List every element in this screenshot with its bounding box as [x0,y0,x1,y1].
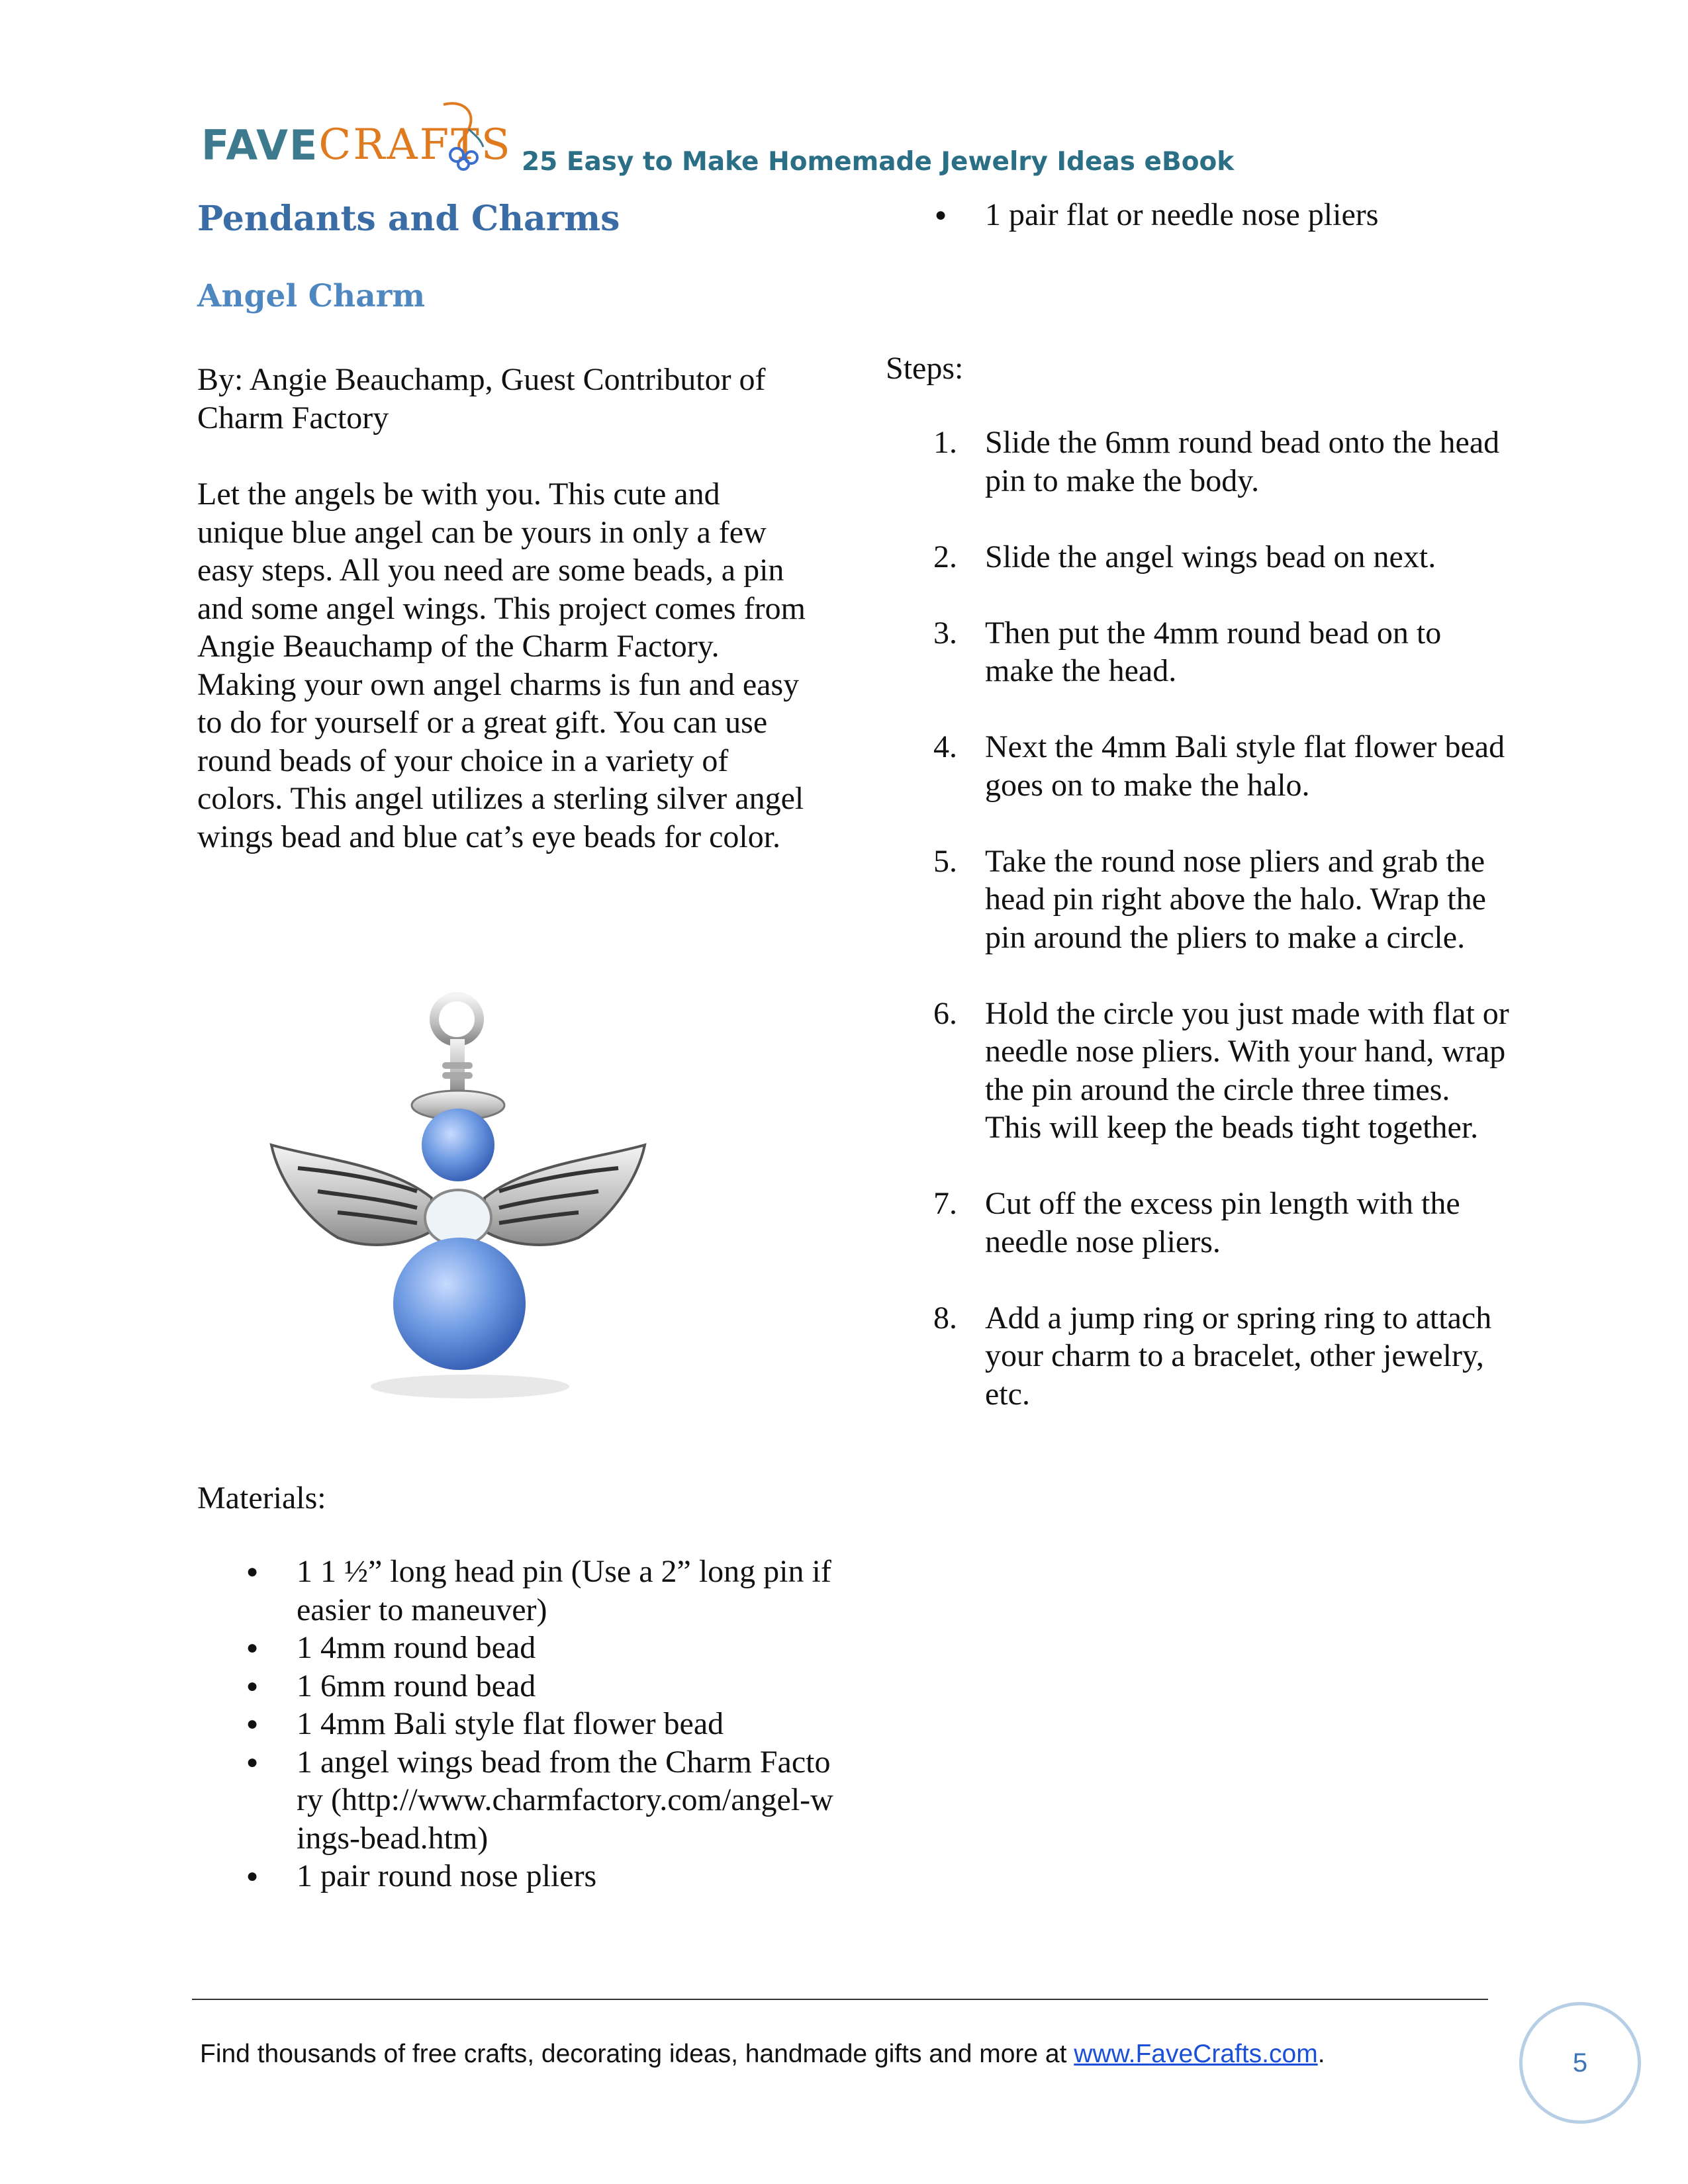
byline: By: Angie Beauchamp, Guest Contributor of Charm Factory [197,362,766,435]
footer-divider [192,1999,1488,2000]
materials-label: Materials: [197,1480,326,1516]
steps-label: Steps: [886,351,964,386]
materials-list [199,1553,834,1895]
bullet-icon: ● [935,204,947,226]
list-item: ● 1 pair round nose pliers [199,1857,834,1895]
favecrafts-link[interactable]: www.FaveCrafts.com [1074,2040,1318,2068]
list-item: ● 1 1 ½” long head pin (Use a 2” long pin if easier to maneuver) [246,1554,831,1627]
section-title: Pendants and Charms [197,199,620,239]
project-title: Angel Charm [197,278,426,314]
step-item: 7. Cut off the excess pin length with the needle nose pliers. [933,1186,1460,1259]
logo-text-fave: FAVE [201,121,319,169]
step-item: 6. Hold the circle you just made with flat or needle nose pliers. With your hand, wrap the pin around the circle three times. This will keep the beads tight together. [933,995,1509,1145]
logo-beads-icon [437,99,496,172]
bullet-icon: ● [246,1751,259,1773]
list-item: ● 1 pair flat or needle nose pliers [887,196,1483,234]
step-item: 4. Next the 4mm Bali style flat flower bead goes on to make the halo. [933,729,1505,803]
footer-text: Find thousands of free crafts, decorating ideas, handmade gifts and more at www.FaveCrafts.com. [200,2040,1325,2068]
logo-text-crafts: CRAFTS [318,120,512,169]
list-item: ● 1 4mm round bead [199,1629,834,1667]
bullet-icon: ● [246,1674,259,1697]
materials-list-continued [887,196,1483,234]
list-item: ● 1 angel wings bead from the Charm Factory (http://www.charmfactory.com/angel-wings-bead.htm) [246,1744,833,1856]
angel-charm-image [258,979,682,1403]
step-item: 2. Slide the angel wings bead on next. [933,539,1436,574]
page-number: 5 [1519,2002,1641,2124]
bullet-icon: ● [246,1865,259,1887]
bullet-icon: ● [246,1713,259,1735]
intro-paragraph: Let the angels be with you. This cute and unique blue angel can be yours in only a few easy steps. All you need are some beads, a pin and some angel wings. This project comes from Angie Beauchamp of the Charm Factory. Making your own angel charms is fun and easy to do for yourself or a great gift. You can use round beads of your choice in a variety of colors. This angel utilizes a sterling silver angel wings bead and blue cat’s eye beads for color. [197,477,806,854]
list-item: ● 1 4mm Bali style flat flower bead [199,1705,834,1743]
steps-list [887,424,1509,1451]
list-item: ● 1 6mm round bead [199,1667,834,1706]
step-item: 3. Then put the 4mm round bead on to make the head. [933,615,1442,688]
bullet-icon: ● [246,1561,259,1582]
step-item: 1. Slide the 6mm round bead onto the head pin to make the body. [933,425,1500,498]
step-item: 8. Add a jump ring or spring ring to attach your charm to a bracelet, other jewelry, etc. [933,1300,1492,1412]
step-item: 5. Take the round nose pliers and grab the head pin right above the halo. Wrap the pin around the pliers to make a circle. [933,843,1486,955]
ebook-title: 25 Easy to Make Homemade Jewelry Ideas eBook [522,147,1235,177]
bullet-icon: ● [246,1637,259,1659]
